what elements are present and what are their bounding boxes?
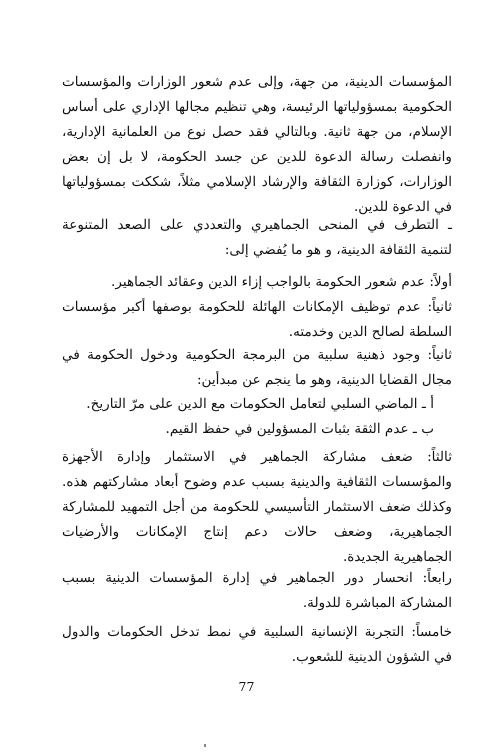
paragraph-religious-institutions [62,70,452,220]
text-line: والمؤسسات الثقافية والدينية بسبب عدم وضوح أبعاد مشاركتهم هذه. [62,474,452,490]
text-line: أولاً: عدم شعور الحكومة بالواجب إزاء الدين وعقائد الجماهير. [111,274,452,290]
text-line: السلطة لصالح الدين وخدمته. [288,324,452,340]
text-line: وانفصلت رسالة الدعوة للدين عن جسد الحكومة، لا بل إن بعض [62,149,452,165]
text-line: خامساً: التجربة الإنسانية السلبية في نمط تدخل الحكومات والدول [62,624,452,640]
text-line: المؤسسات الدينية، من جهة، وإلى عدم شعور الوزارات والمؤسسات [62,74,452,90]
page-number: 77 [238,679,255,694]
text-line: مجال القضايا الدينية، وهو ما ينجم عن مبدأين: [196,372,452,388]
text-line: ـ التطرف في المنحى الجماهيري والتعددي على الصعد المتنوعة [62,217,452,233]
text-line: ثانياً: وجود ذهنية سلبية من البرمجة الحكومية ودخول الحكومة في [62,347,452,363]
list-item-alif: أ ـ الماضي السلبي لتعامل الحكومات مع الدين على مرّ التاريخ. [86,396,434,412]
text-line: الحكومية بمسؤولياتها الرئيسة، وهي تنظيم مجالها الإداري على أساس [62,99,452,115]
text-line: ثانياً: عدم توظيف الإمكانات الهائلة للحكومة بوصفها أكبر مؤسسات [62,299,452,315]
text-line: في الدعوة للدين. [353,199,452,215]
text-line: الإسلام، من جهة ثانية. وبالتالي فقد حصل نوع من العلمانية الإدارية، [62,124,452,140]
text-line: في الشؤون الدينية للشعوب. [291,649,452,665]
text-line: وكذلك ضعف الاستثمار التأسيسي للحكومة من أجل التمهيد للمشاركة [62,499,452,515]
paragraph-third [62,445,452,570]
text-line: الجماهيرية، وضعف حالات دعم إنتاج الإمكانات والأرضيات [62,524,452,540]
paragraph-fifth [62,620,452,670]
text-line: الوزارات، كوزارة الثقافة والإرشاد الإسلامي مثلاً، شككت بمسؤولياتها [62,174,452,190]
text-line: المشاركة المباشرة للدولة. [302,595,452,611]
text-line: لتنمية الثقافة الدينية، و هو ما يُفضي إلى: [224,242,452,258]
text-line: ثالثاً: ضعف مشاركة الجماهير في الاستثمار وإدارة الأجهزة [62,449,452,465]
scan-speck [204,744,206,747]
text-line: الجماهيرية الجديدة. [342,549,452,565]
paragraph-fourth [62,566,452,616]
list-item-ba: ب ـ عدم الثقة بثبات المسؤولين في حفظ القيم. [165,421,434,437]
paragraph-extremism [62,213,452,263]
paragraph-first-second [62,270,452,345]
text-line: رابعاً: انحسار دور الجماهير في إدارة المؤسسات الدينية بسبب [62,570,452,586]
paragraph-negative-mindset [62,343,452,393]
